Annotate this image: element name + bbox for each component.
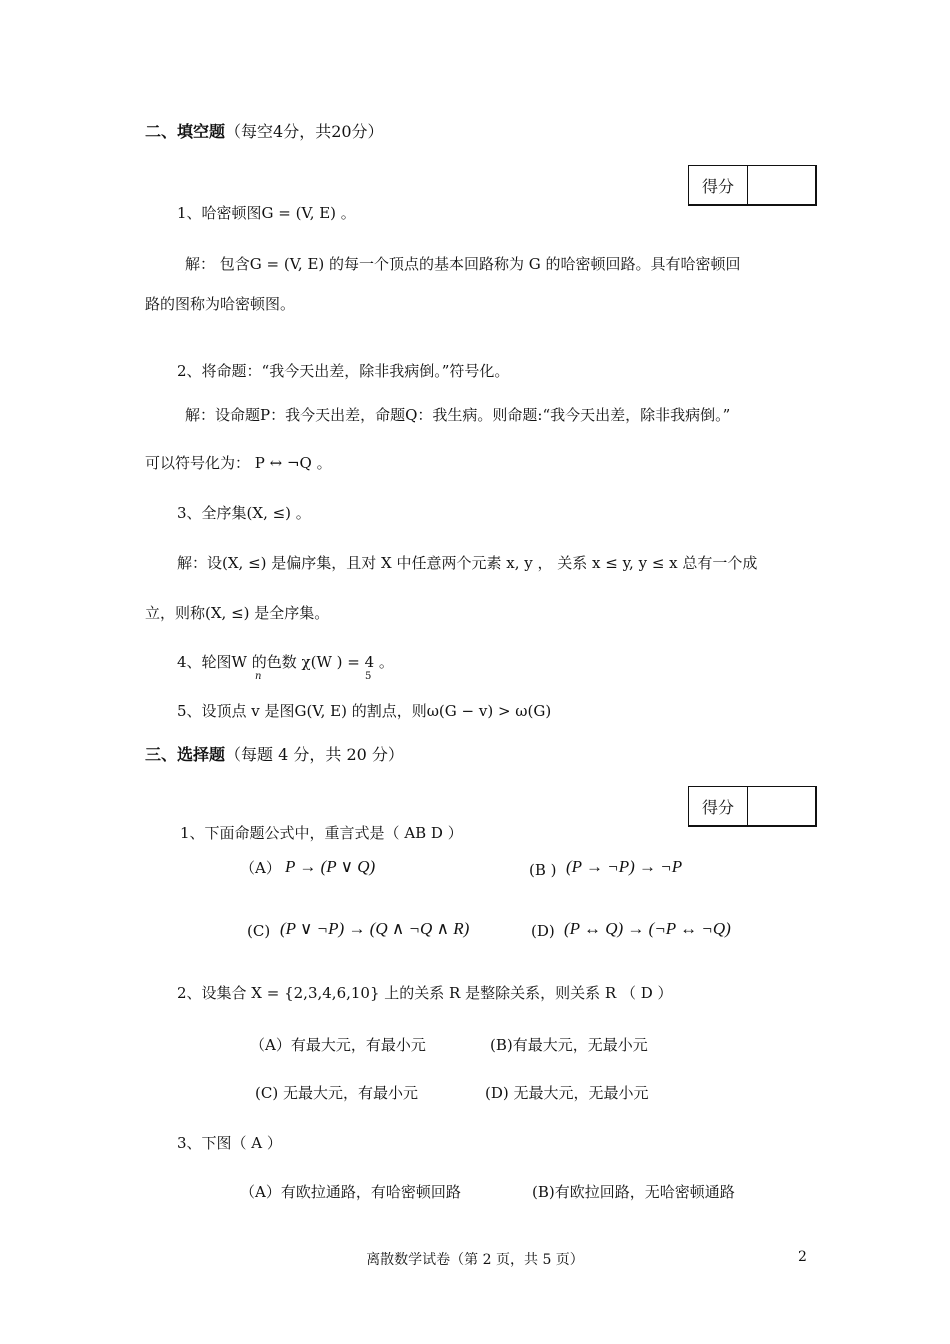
option-D-text: (D) 无最大元，无最小元 (485, 1084, 649, 1102)
option-D-formula: (P ↔ Q) → (¬P ↔ ¬Q) (564, 919, 731, 938)
answer-2-2-line2: 可以符号化为： P ↔ ¬Q 。 (145, 454, 332, 472)
option-B-formula: (P → ¬P) → ¬P (566, 857, 683, 876)
score-box (688, 165, 817, 206)
option-C-label: (C) (247, 922, 271, 940)
question-2-1: 1、哈密顿图G = (V, E) 。 (177, 204, 356, 222)
question-2-5: 5、设顶点 v 是图G(V, E) 的割点，则ω(G − v) > ω(G) (177, 702, 552, 720)
score-value-cell[interactable] (748, 166, 815, 204)
question-3-3: 3、下图（ A ） (177, 1134, 282, 1152)
answer-2-1-line2: 路的图称为哈密顿图。 (145, 295, 296, 313)
answer-2-3-line2: 立，则称(X, ≤) 是全序集。 (145, 604, 330, 622)
option-A-label: （A） (240, 859, 281, 877)
score-box (688, 786, 817, 827)
score-label: 得分 (689, 166, 748, 204)
option-B-text: (B)有欧拉回路，无哈密顿通路 (532, 1183, 735, 1201)
option-B-text: (B)有最大元，无最小元 (490, 1036, 648, 1054)
section2-title: 二、填空题 (145, 122, 226, 141)
option-A-formula: P → (P ∨ Q) (285, 857, 376, 876)
subscript-n: n (255, 671, 262, 682)
score-value-cell[interactable] (748, 787, 815, 825)
subscript-5: 5 (365, 671, 372, 682)
question-2-3: 3、全序集(X, ≤) 。 (177, 504, 311, 522)
section2-heading (145, 122, 384, 142)
option-C-formula: (P ∨ ¬P) → (Q ∧ ¬Q ∧ R) (280, 919, 470, 938)
option-B-label: (B ) (529, 861, 557, 879)
answer-2-2-line1: 解：设命题P：我今天出差，命题Q：我生病。则命题:“我今天出差，除非我病倒。” (185, 406, 731, 424)
section3-heading (145, 745, 404, 765)
section3-title: 三、选择题 (145, 745, 226, 764)
option-D-label: (D) (531, 922, 555, 940)
question-2-2: 2、将命题：“我今天出差，除非我病倒。”符号化。 (177, 362, 510, 380)
option-C-text: (C) 无最大元，有最小元 (255, 1084, 418, 1102)
answer-2-3-line1: 解：设(X, ≤) 是偏序集，且对 X 中任意两个元素 x, y ， 关系 x ≤ y, y ≤ x 总有一个成 (177, 554, 758, 572)
section3-note: （每题 4 分，共 20 分） (225, 745, 404, 764)
score-label: 得分 (689, 787, 748, 825)
question-2-4: 4、轮图W 的色数 χ(W ) = 4 。 (177, 653, 394, 671)
question-3-2: 2、设集合 X = {2,3,4,6,10} 上的关系 R 是整除关系，则关系 R （ D ） (177, 984, 673, 1002)
section2-note: （每空4分，共20分） (225, 122, 384, 141)
page-footer: 离散数学试卷（第 2 页，共 5 页） (366, 1252, 584, 1268)
option-A-text: （A）有欧拉通路，有哈密顿回路 (240, 1183, 461, 1201)
option-A-text: （A）有最大元，有最小元 (250, 1036, 426, 1054)
question-3-1: 1、下面命题公式中，重言式是（ AB D ） (180, 824, 463, 842)
page-number: 2 (798, 1249, 807, 1265)
answer-2-1-line1: 解： 包含G = (V, E) 的每一个顶点的基本回路称为 G 的哈密顿回路。具有哈密顿回 (185, 255, 741, 273)
